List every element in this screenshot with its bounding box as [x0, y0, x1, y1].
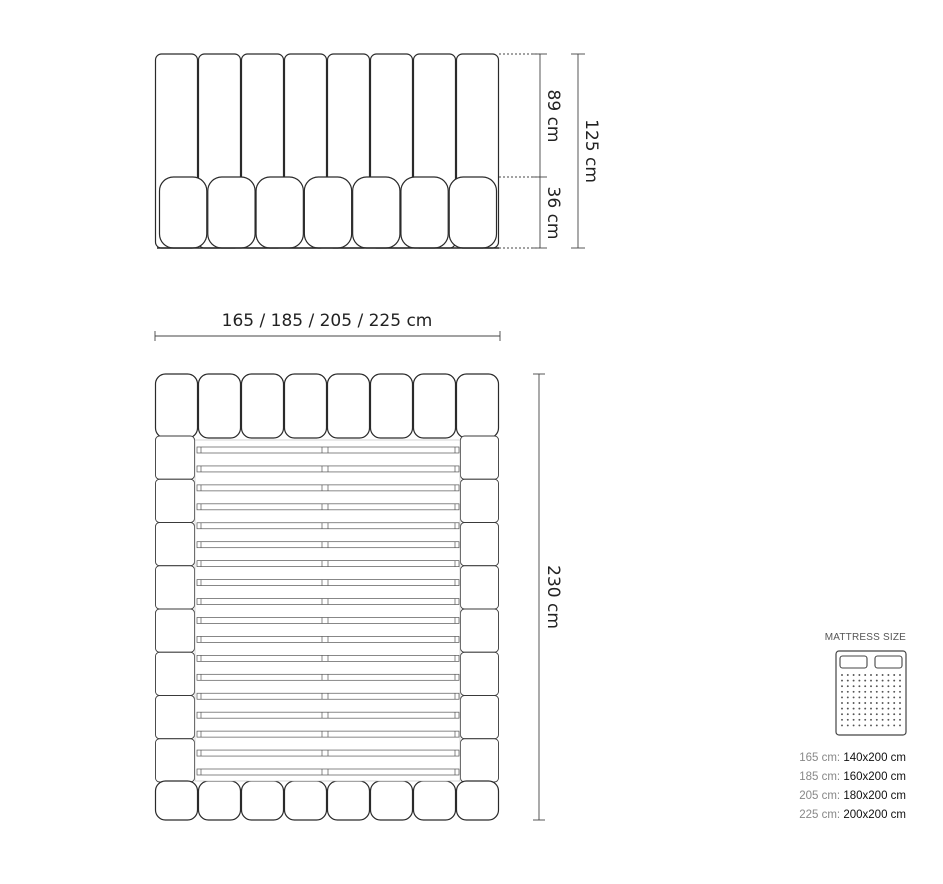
legend-title: MATTRESS SIZE [824, 632, 906, 643]
size-row: 185 cm: 160x200 cm [799, 771, 906, 783]
side-rail-segment [461, 479, 499, 522]
top-foot-panel [242, 781, 284, 820]
side-rail-segment [156, 523, 195, 566]
side-rail-segment [461, 696, 499, 739]
width-options-label: 165 / 185 / 205 / 225 cm [221, 311, 433, 331]
size-row: 205 cm: 180x200 cm [799, 790, 906, 802]
side-rail-segment [156, 436, 195, 479]
top-head-panel [199, 374, 241, 438]
side-rail-left [156, 436, 195, 782]
seat-cushion [304, 177, 351, 248]
side-rail-segment [461, 523, 499, 566]
side-rail-segment [156, 696, 195, 739]
footboard-panels [156, 781, 499, 820]
side-rail-right [461, 436, 499, 782]
top-foot-panel [285, 781, 327, 820]
top-foot-panel [371, 781, 413, 820]
seat-cushion [160, 177, 207, 248]
side-rail-segment [156, 652, 195, 695]
side-rail-segment [461, 609, 499, 652]
side-rail-segment [156, 479, 195, 522]
top-head-panel [242, 374, 284, 438]
top-head-panel [156, 374, 198, 438]
back-height-label: 89 cm [543, 89, 563, 143]
top-head-panel [285, 374, 327, 438]
top-view [156, 374, 499, 820]
side-rail-segment [156, 609, 195, 652]
side-rail-segment [461, 739, 499, 782]
front-dimensions [499, 54, 601, 248]
seat-height-label: 36 cm [543, 186, 563, 240]
size-row: 225 cm: 200x200 cm [799, 809, 906, 821]
seat-cushion [401, 177, 448, 248]
mattress-size-list [799, 749, 906, 825]
length-label: 230 cm [543, 565, 563, 629]
top-headboard-panels [156, 374, 499, 438]
seat-cushion [449, 177, 496, 248]
seat-cushion [208, 177, 255, 248]
size-row: 165 cm: 140x200 cm [799, 752, 906, 764]
side-rail-segment [461, 566, 499, 609]
side-rail-segment [461, 436, 499, 479]
side-rail-segment [156, 566, 195, 609]
top-foot-panel [156, 781, 198, 820]
length-dimension [533, 374, 563, 820]
front-view [156, 54, 500, 248]
footboard-cushions [157, 177, 499, 248]
top-foot-panel [414, 781, 456, 820]
slatted-base [195, 440, 460, 781]
top-head-panel [414, 374, 456, 438]
side-rail-segment [156, 739, 195, 782]
top-head-panel [328, 374, 370, 438]
width-dimension [155, 311, 500, 341]
top-head-panel [371, 374, 413, 438]
mattress-icon [835, 650, 907, 736]
top-foot-panel [328, 781, 370, 820]
top-foot-panel [199, 781, 241, 820]
total-height-label: 125 cm [581, 119, 601, 183]
side-rail-segment [461, 652, 499, 695]
top-head-panel [457, 374, 499, 438]
mattress-size-legend [746, 632, 906, 649]
seat-cushion [256, 177, 303, 248]
seat-cushion [353, 177, 400, 248]
top-foot-panel [457, 781, 499, 820]
